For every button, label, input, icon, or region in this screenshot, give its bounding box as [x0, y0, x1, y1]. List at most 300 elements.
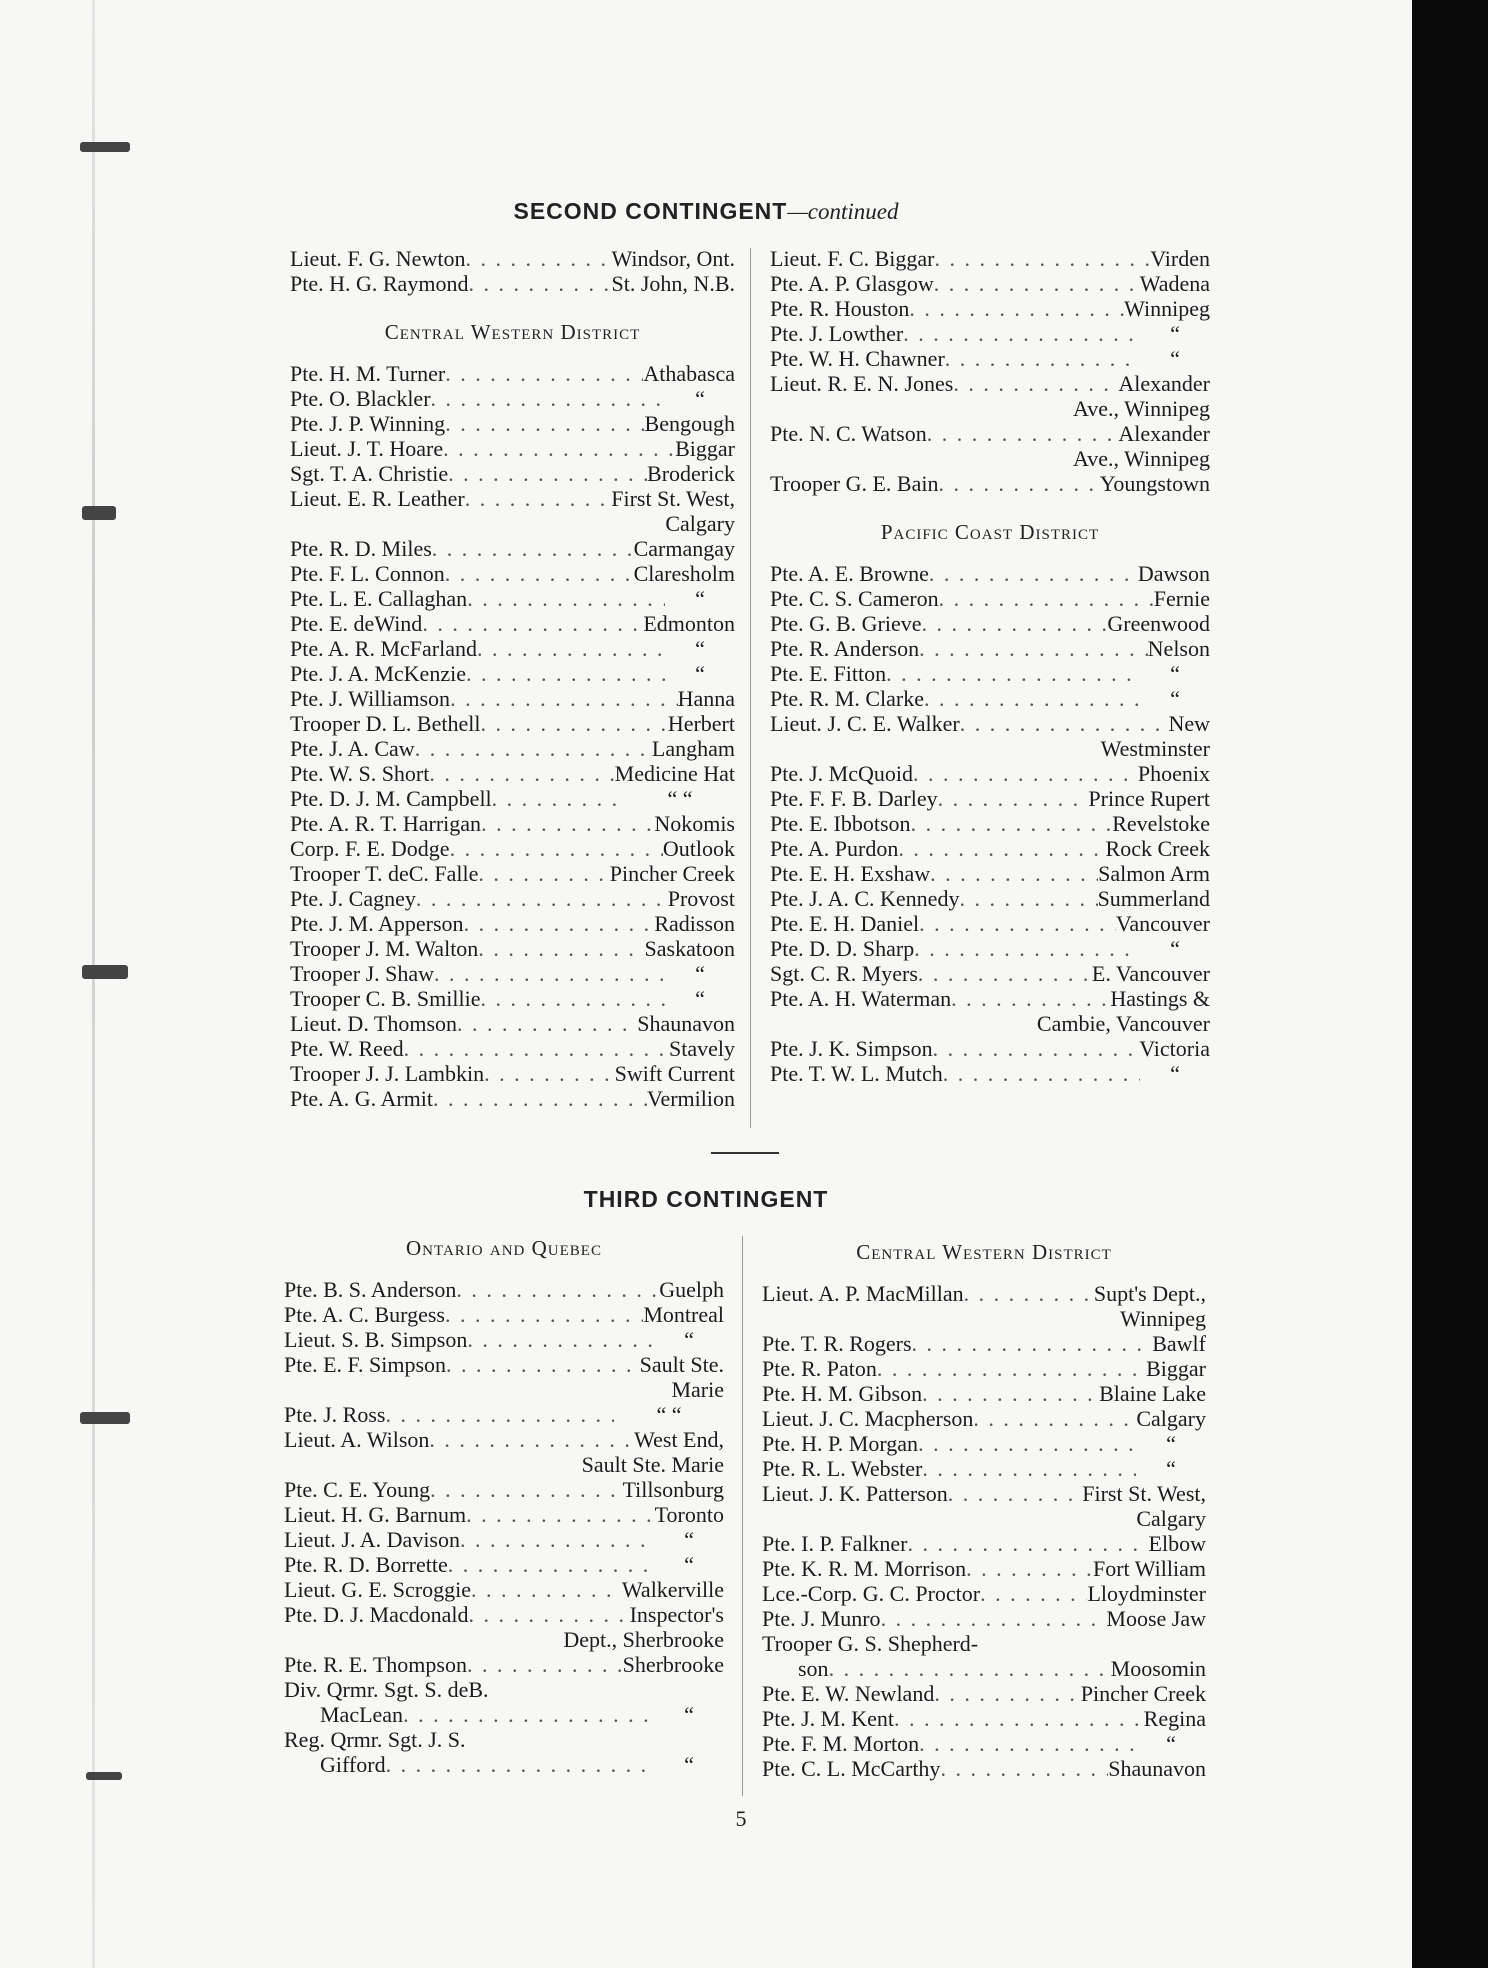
entry-place: “: [695, 386, 705, 411]
dot-leader: [457, 1011, 637, 1036]
entry-name: Lieut. D. Thomson: [290, 1011, 458, 1036]
roster-entry: [290, 686, 735, 711]
entry-name: Pte. R. Paton: [762, 1356, 877, 1381]
roster-entry: [762, 1706, 1206, 1731]
roster-entry: [290, 1036, 735, 1061]
roster-entry: [290, 361, 735, 386]
dot-leader: [913, 761, 1138, 786]
entry-place: “: [1170, 1061, 1180, 1086]
entry-place: Revelstoke: [1112, 811, 1210, 836]
roster-entry: [290, 1011, 735, 1036]
roster-entry: [290, 271, 735, 296]
dot-leader: [386, 1752, 654, 1777]
entry-place: Hastings &: [1110, 986, 1210, 1011]
dot-leader: [929, 561, 1138, 586]
entry-place: Dawson: [1137, 561, 1210, 586]
dot-leader: [924, 686, 1140, 711]
entry-place: Fort William: [1093, 1556, 1206, 1581]
roster-entry: [762, 1606, 1206, 1631]
entry-name: Pte. R. D. Miles: [290, 536, 432, 561]
entry-place: Regina: [1143, 1706, 1206, 1731]
section-heading-central-western: Central Western District: [384, 320, 641, 344]
entry-name: Trooper J. Shaw: [290, 961, 435, 986]
entry-name: Pte. J. McQuoid: [770, 761, 913, 786]
entry-place: Summerland: [1097, 886, 1210, 911]
roster-entry: [762, 1381, 1206, 1406]
roster-entry: [770, 611, 1210, 636]
entry-name: Pte. A. R. T. Harrigan: [290, 811, 482, 836]
roster-entry: [770, 986, 1210, 1011]
roster-entry: [762, 1531, 1206, 1556]
entry-name: Pte. H. M. Turner: [290, 361, 446, 386]
section-rule: [711, 1152, 779, 1154]
entry-list: [770, 561, 1210, 1086]
entry-place: Radisson: [654, 911, 735, 936]
entry-place-continued: Winnipeg: [1120, 1306, 1206, 1331]
entry-name: Pte. E. H. Exshaw: [770, 861, 931, 886]
entry-name: Pte. R. Houston: [770, 296, 910, 321]
entry-name: Pte. J. A. C. Kennedy: [770, 886, 960, 911]
roster-entry: [290, 636, 735, 661]
entry-place: Pincher Creek: [1080, 1681, 1206, 1706]
entry-name: Pte. W. Reed: [290, 1036, 404, 1061]
binding-edge: [92, 0, 95, 1968]
entry-name: Trooper T. deC. Falle: [290, 861, 479, 886]
dot-leader: [966, 1556, 1093, 1581]
entry-place: Vancouver: [1115, 911, 1210, 936]
entry-name: Lieut. E. R. Leather: [290, 486, 465, 511]
dot-leader: [465, 486, 612, 511]
dot-leader: [980, 1581, 1087, 1606]
entry-name: Pte. F. F. B. Darley: [770, 786, 938, 811]
entry-place: Biggar: [675, 436, 735, 461]
binding-staple: [82, 506, 116, 520]
entry-name: Lieut. J. A. Davison: [284, 1527, 460, 1552]
scan-border: [1412, 0, 1488, 1968]
roster-entry: [284, 1602, 724, 1627]
entry-place: “: [684, 1327, 694, 1352]
dot-leader: [909, 296, 1124, 321]
entry-name: Trooper J. M. Walton: [290, 936, 479, 961]
roster-entry: [770, 886, 1210, 911]
entry-place-continued: Ave., Winnipeg: [1073, 396, 1210, 421]
column-divider: [742, 1236, 743, 1796]
entry-place: “: [1170, 936, 1180, 961]
dot-leader: [467, 586, 665, 611]
dot-leader: [945, 346, 1140, 371]
dot-leader: [433, 1086, 647, 1111]
entry-name: Div. Qrmr. Sgt. S. deB.: [284, 1677, 489, 1702]
binding-staple: [86, 1772, 122, 1780]
dot-leader: [403, 1702, 654, 1727]
roster-entry: [284, 1527, 724, 1552]
entry-place: “: [695, 961, 705, 986]
roster-entry: [290, 886, 735, 911]
entry-place: Victoria: [1139, 1036, 1210, 1061]
entry-name: Pte. A. G. Armit: [290, 1086, 434, 1111]
roster-entry: [290, 911, 735, 936]
roster-entry: [290, 961, 735, 986]
dot-leader: [948, 1481, 1082, 1506]
dot-leader: [939, 586, 1154, 611]
roster-entry: [290, 461, 735, 486]
dot-leader: [471, 1577, 622, 1602]
entry-place: “: [695, 636, 705, 661]
dot-leader: [450, 836, 663, 861]
dot-leader: [404, 1036, 669, 1061]
roster-entry: [770, 586, 1210, 611]
dot-leader: [469, 1602, 630, 1627]
dot-leader: [445, 1302, 643, 1327]
roster-entry: [284, 1652, 724, 1677]
dot-leader: [434, 961, 665, 986]
dot-leader: [934, 1681, 1080, 1706]
entry-name: Pte. A. H. Waterman: [770, 986, 952, 1011]
dot-leader: [919, 1731, 1136, 1756]
entry-place: Rock Creek: [1105, 836, 1210, 861]
entry-place: “: [1166, 1456, 1176, 1481]
entry-place: Tillsonburg: [622, 1477, 724, 1502]
dot-leader: [922, 1381, 1099, 1406]
entry-name: Pte. E. Ibbotson: [770, 811, 911, 836]
entry-place: Biggar: [1146, 1356, 1206, 1381]
roster-entry: [770, 661, 1210, 686]
entry-place: Moosomin: [1110, 1656, 1206, 1681]
dot-leader: [927, 421, 1119, 446]
entry-place: “: [684, 1527, 694, 1552]
entry-place: Nokomis: [654, 811, 735, 836]
roster-entry: [770, 936, 1210, 961]
roster-entry: [770, 1061, 1210, 1086]
entry-name: Pte. R. M. Clarke: [770, 686, 924, 711]
entry-list: [762, 1281, 1206, 1781]
entry-name: Lieut. F. G. Newton: [290, 246, 466, 271]
dot-leader: [934, 271, 1140, 296]
dot-leader: [468, 271, 611, 296]
entry-place: Wadena: [1139, 271, 1210, 296]
entry-place: West End,: [634, 1427, 724, 1452]
roster-entry: [290, 1061, 735, 1086]
dot-leader: [445, 561, 634, 586]
entry-place: Greenwood: [1107, 611, 1210, 636]
entry-place: Winnipeg: [1124, 296, 1210, 321]
entry-place: Claresholm: [633, 561, 735, 586]
entry-place-continued: Sault Ste. Marie: [581, 1452, 724, 1477]
dot-leader: [422, 611, 643, 636]
entry-name: Trooper D. L. Bethell: [290, 711, 481, 736]
entry-name: Pte. J. A. Caw: [290, 736, 415, 761]
entry-name: Pte. T. W. L. Mutch: [770, 1061, 943, 1086]
entry-name: son: [798, 1656, 829, 1681]
dot-leader: [478, 861, 609, 886]
page-number: 5: [735, 1806, 747, 1831]
entry-place: Stavely: [669, 1036, 735, 1061]
entry-name: Corp. F. E. Dodge: [290, 836, 450, 861]
entry-name: Lieut. J. K. Patterson: [762, 1481, 948, 1506]
entry-name: Lce.-Corp. G. C. Proctor: [762, 1581, 981, 1606]
entry-place-continued: Marie: [671, 1377, 724, 1402]
entry-name: Pte. J. K. Simpson: [770, 1036, 933, 1061]
dot-leader: [959, 886, 1097, 911]
dot-leader: [907, 1531, 1148, 1556]
roster-entry: [770, 811, 1210, 836]
entry-place-continued: Dept., Sherbrooke: [563, 1627, 724, 1652]
entry-place: Guelph: [659, 1277, 724, 1302]
entry-place: First St. West,: [611, 486, 735, 511]
dot-leader: [466, 1502, 655, 1527]
entry-name: Lieut. H. G. Barnum: [284, 1502, 467, 1527]
entry-place: Sherbrooke: [622, 1652, 724, 1677]
entry-name: Pte. H. M. Gibson: [762, 1381, 923, 1406]
entry-place: Saskatoon: [644, 936, 735, 961]
entry-name: Lieut. A. Wilson: [284, 1427, 430, 1452]
dot-leader: [446, 1352, 640, 1377]
dot-leader: [450, 686, 678, 711]
entry-place: E. Vancouver: [1091, 961, 1210, 986]
entry-place: “: [684, 1752, 694, 1777]
binding-staple: [80, 1412, 130, 1424]
roster-entry: [290, 536, 735, 561]
entry-place: Bengough: [644, 411, 735, 436]
entry-place: Prince Rupert: [1088, 786, 1210, 811]
entry-place: Elbow: [1148, 1531, 1206, 1556]
dot-leader: [481, 811, 654, 836]
entry-name: Trooper C. B. Smillie: [290, 986, 481, 1011]
entry-place: “: [684, 1702, 694, 1727]
dot-leader: [467, 1327, 654, 1352]
dot-leader: [431, 386, 665, 411]
second-contingent-left-column: [290, 246, 735, 1111]
roster-entry: [770, 1036, 1210, 1061]
entry-name: Pte. J. A. McKenzie: [290, 661, 466, 686]
entry-name: Pte. A. E. Browne: [770, 561, 929, 586]
roster-entry: [770, 786, 1210, 811]
third-contingent-left-column: [284, 1234, 724, 1777]
entry-place: Phoenix: [1137, 761, 1210, 786]
dot-leader: [919, 911, 1116, 936]
entry-place: “: [1170, 661, 1180, 686]
entry-name: Pte. A. Purdon: [770, 836, 899, 861]
binding-staple: [82, 965, 128, 979]
entry-place: Swift Current: [614, 1061, 735, 1086]
roster-entry: [762, 1681, 1206, 1706]
entry-place: “: [684, 1552, 694, 1577]
entry-name: Pte. H. G. Raymond: [290, 271, 469, 296]
entry-place: Fernie: [1153, 586, 1210, 611]
entry-place: Carmangay: [633, 536, 735, 561]
entry-name: Lieut. G. E. Scroggie: [284, 1577, 471, 1602]
entry-name: Trooper G. S. Shepherd-: [762, 1631, 979, 1656]
roster-entry: [770, 321, 1210, 346]
entry-place: “: [1166, 1431, 1176, 1456]
roster-entry: [290, 486, 735, 511]
entry-place: Edmonton: [643, 611, 735, 636]
roster-entry: [770, 421, 1210, 446]
entry-place: Nelson: [1147, 636, 1210, 661]
entry-name: Pte. J. P. Winning: [290, 411, 446, 436]
entry-name: Pte. C. E. Young: [284, 1477, 431, 1502]
entry-name: Pte. E. H. Daniel: [770, 911, 920, 936]
entry-place: New: [1168, 711, 1210, 736]
entry-place: Windsor, Ont.: [611, 246, 735, 271]
roster-entry: [290, 386, 735, 411]
roster-entry: [290, 986, 735, 1011]
roster-entry: [762, 1431, 1206, 1456]
dot-leader: [467, 1652, 623, 1677]
entry-name: Pte. E. Fitton: [770, 661, 887, 686]
roster-entry: [284, 1477, 724, 1502]
entry-place-continued: Calgary: [1136, 1506, 1206, 1531]
dot-leader: [933, 1036, 1140, 1061]
section-heading-ontario-quebec: Ontario and Quebec: [406, 1236, 602, 1260]
entry-name: Pte. W. S. Short: [290, 761, 430, 786]
dot-leader: [930, 861, 1098, 886]
section-heading-pacific-coast: Pacific Coast District: [880, 520, 1100, 544]
entry-place: Alexander: [1118, 421, 1210, 446]
entry-name: Pte. J. Ross: [284, 1402, 386, 1427]
entry-name: Sgt. C. R. Myers: [770, 961, 918, 986]
entry-place: Shaunavon: [637, 1011, 735, 1036]
roster-entry: [770, 686, 1210, 711]
dot-leader: [964, 1281, 1094, 1306]
entry-name: Pte. J. Munro: [762, 1606, 881, 1631]
entry-name: Pte. A. C. Burgess: [284, 1302, 445, 1327]
entry-name: Trooper G. E. Bain: [770, 471, 939, 496]
dot-leader: [385, 1402, 614, 1427]
entry-name: Pte. A. R. McFarland: [290, 636, 477, 661]
entry-name: Sgt. T. A. Christie: [290, 461, 449, 486]
dot-leader: [481, 986, 666, 1011]
roster-entry: [290, 1086, 735, 1111]
dot-leader: [938, 471, 1099, 496]
dot-leader: [918, 1431, 1136, 1456]
roster-entry: [290, 811, 735, 836]
binding-staple: [80, 142, 130, 152]
entry-name: Lieut. J. C. Macpherson: [762, 1406, 974, 1431]
dot-leader: [922, 611, 1108, 636]
entry-place: “: [695, 586, 705, 611]
dot-leader: [415, 736, 652, 761]
entry-place: “: [1170, 686, 1180, 711]
dot-leader: [465, 246, 611, 271]
dot-leader: [460, 1527, 654, 1552]
entry-place: Youngstown: [1099, 471, 1210, 496]
entry-place: Bawlf: [1152, 1331, 1206, 1356]
entry-name: Pte. C. L. McCarthy: [762, 1756, 941, 1781]
entry-name: Pte. F. M. Morton: [762, 1731, 920, 1756]
dot-leader: [445, 361, 643, 386]
entry-name: Pte. J. M. Apperson: [290, 911, 464, 936]
roster-entry: [290, 661, 735, 686]
entry-name: Lieut. A. P. MacMillan: [762, 1281, 964, 1306]
dot-leader: [829, 1656, 1111, 1681]
entry-place: Montreal: [643, 1302, 724, 1327]
entry-name: Gifford: [320, 1752, 386, 1777]
roster-entry: [284, 1702, 724, 1727]
dot-leader: [886, 661, 1140, 686]
roster-entry: [762, 1456, 1206, 1481]
second-contingent-title: SECOND CONTINGENT—continued: [513, 198, 899, 224]
dot-leader: [918, 961, 1092, 986]
entry-name: Pte. K. R. M. Morrison: [762, 1556, 967, 1581]
entry-name: Pte. J. Lowther: [770, 321, 904, 346]
entry-place: “: [1170, 321, 1180, 346]
roster-entry: [290, 836, 735, 861]
entry-name: Pte. E. F. Simpson: [284, 1352, 447, 1377]
roster-entry: [290, 611, 735, 636]
dot-leader: [416, 886, 668, 911]
dot-leader: [466, 661, 665, 686]
dot-leader: [911, 811, 1113, 836]
roster-entry: [770, 761, 1210, 786]
roster-entry: [290, 561, 735, 586]
entry-name: Pte. N. C. Watson: [770, 421, 927, 446]
entry-name: MacLean: [320, 1702, 404, 1727]
roster-entry: [284, 1427, 724, 1452]
roster-entry: [770, 296, 1210, 321]
section-heading-central-western: Central Western District: [856, 1240, 1112, 1264]
entry-name: Pte. E. deWind: [290, 611, 423, 636]
roster-entry: [762, 1731, 1206, 1756]
roster-entry: [770, 636, 1210, 661]
entry-name: Pte. H. P. Morgan: [762, 1431, 919, 1456]
entry-name: Lieut. J. C. E. Walker: [770, 711, 960, 736]
entry-place: Broderick: [647, 461, 735, 486]
dot-leader: [943, 1061, 1140, 1086]
roster-entry: [290, 411, 735, 436]
roster-entry: [284, 1552, 724, 1577]
dot-leader: [903, 321, 1140, 346]
entry-place: Lloydminster: [1087, 1581, 1206, 1606]
entry-place-continued: Calgary: [665, 511, 735, 536]
entry-name: Pte. J. M. Kent: [762, 1706, 894, 1731]
roster-entry: [290, 786, 735, 811]
roster-entry: [770, 371, 1210, 396]
entry-place: St. John, N.B.: [611, 271, 735, 296]
entry-list: [290, 246, 735, 296]
entry-place: Langham: [651, 736, 735, 761]
roster-entry: [770, 471, 1210, 496]
roster-entry: [284, 1302, 724, 1327]
dot-leader: [940, 1756, 1108, 1781]
entry-name: Pte. R. L. Webster: [762, 1456, 923, 1481]
entry-name: Pte. J. Cagney: [290, 886, 416, 911]
roster-entry: [284, 1402, 724, 1427]
roster-entry: [770, 911, 1210, 936]
roster-entry: [762, 1481, 1206, 1506]
roster-entry: [284, 1577, 724, 1602]
dot-leader: [919, 636, 1148, 661]
dot-leader: [934, 246, 1150, 271]
roster-entry: [284, 1352, 724, 1377]
roster-entry: [762, 1406, 1206, 1431]
column-divider: [750, 248, 751, 1128]
roster-entry: [770, 711, 1210, 736]
roster-entry: [762, 1281, 1206, 1306]
entry-place: Provost: [667, 886, 735, 911]
roster-entry: [290, 861, 735, 886]
third-contingent-title: THIRD CONTINGENT: [583, 1186, 829, 1212]
roster-entry: [770, 346, 1210, 371]
dot-leader: [429, 1427, 634, 1452]
entry-name: Pte. G. B. Grieve: [770, 611, 922, 636]
entry-place: Athabasca: [643, 361, 735, 386]
roster-entry: [762, 1356, 1206, 1381]
dot-leader: [480, 711, 667, 736]
entry-place: Supt's Dept.,: [1093, 1281, 1206, 1306]
entry-name: Lieut. J. T. Hoare: [290, 436, 444, 461]
entry-place: Toronto: [654, 1502, 724, 1527]
